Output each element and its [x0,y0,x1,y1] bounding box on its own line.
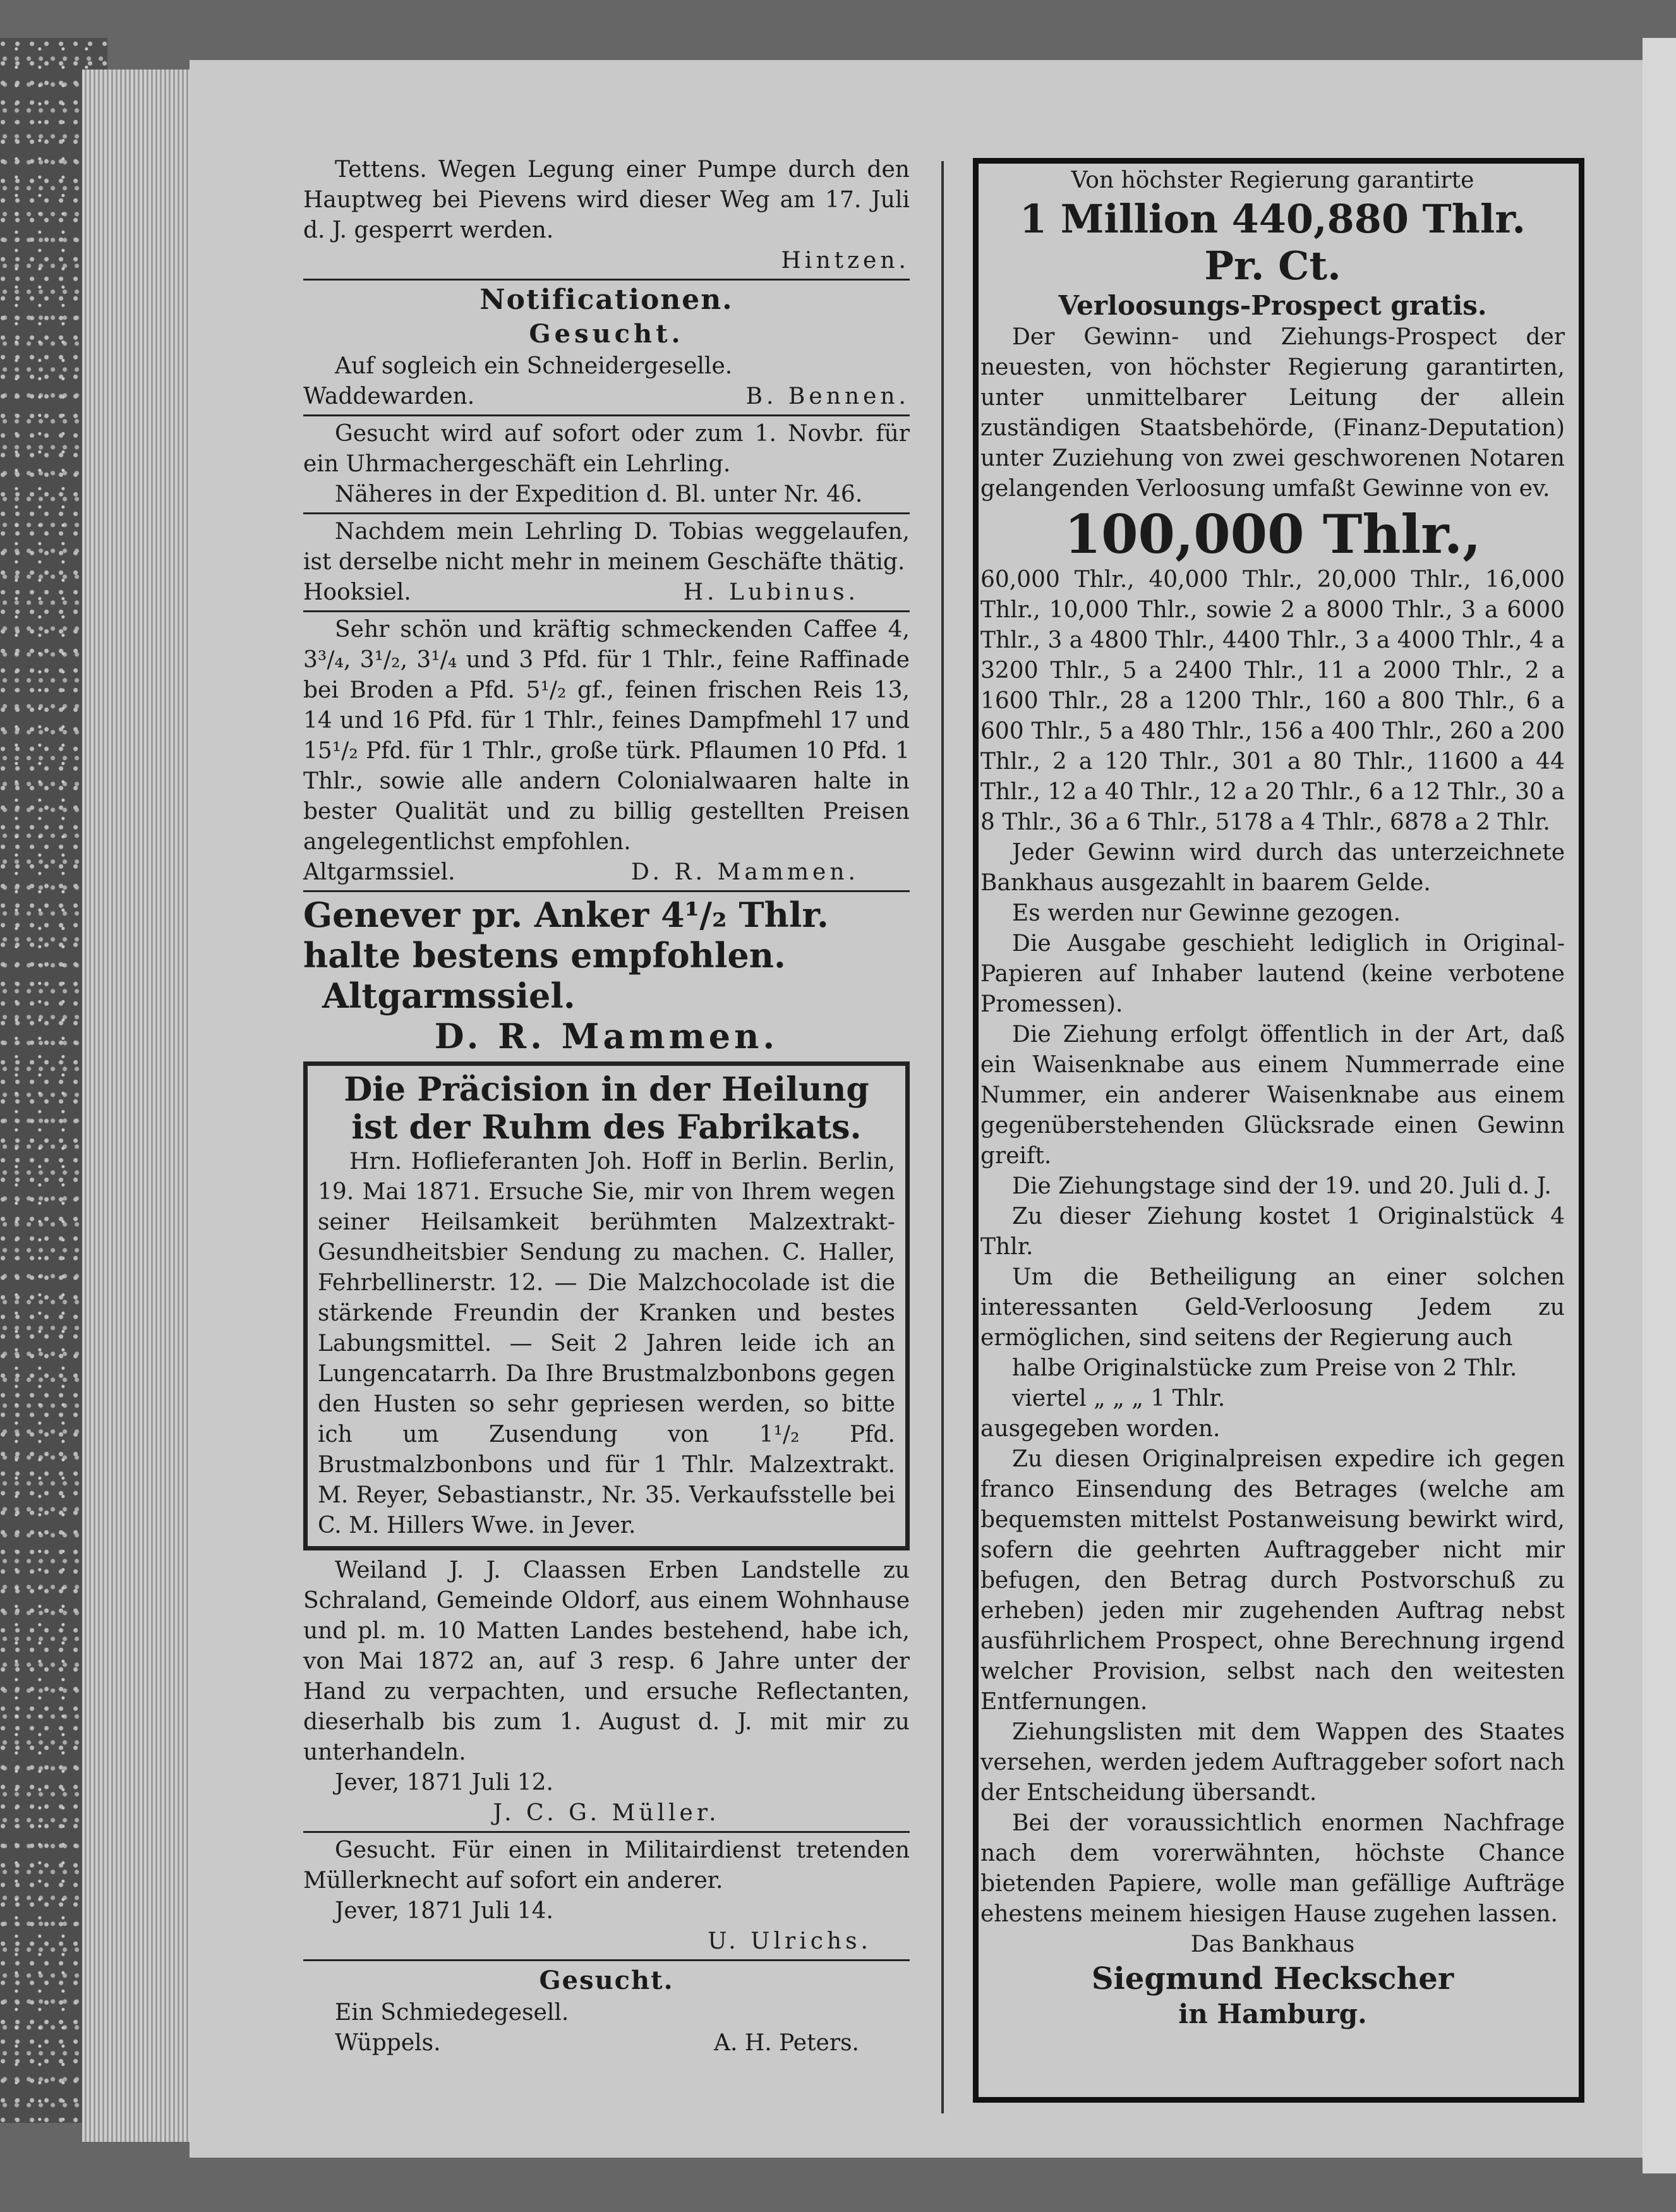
genever-signature: D. R. Mammen. [434,1016,779,1056]
lottery-bank-name: Siegmund Heckscher [1091,1961,1454,1997]
muellerknecht-date: Jever, 1871 Juli 14. [335,1898,553,1924]
schmied-text: Ein Schmiedegesell. [335,2000,569,2026]
lottery-halbe: halbe Originalstücke zum Preise von 2 Thlr. [1012,1355,1517,1381]
lehrling-text: Gesucht wird auf sofort oder zum 1. Novbr. für ein Uhrmachergeschäft ein Lehrling. [303,421,910,477]
divider [303,610,910,612]
notificationen-heading: Notificationen. [479,284,733,316]
place: Wüppels. [335,2030,441,2056]
divider [303,890,910,892]
schmied-heading: Gesucht. [539,1966,674,1995]
malzextrakt-title: Die Präcision in der Heilung ist der Ruhm des Fabrikats. [344,1070,869,1147]
schneider-text: Auf sogleich ein Schneidergeselle. [335,353,733,379]
lottery-bank-city: in Hamburg. [1178,1998,1367,2029]
schmied-signature-row [303,2028,910,2058]
lottery-paragraph: Um die Betheiligung an einer solchen interessanten Geld-Verloosung Jedem zu ermöglichen, sind seitens der Regierung auch [980,1264,1565,1351]
lottery-paragraph: Die Ziehung erfolgt öffentlich in der Art, daß ein Waisenknabe aus einem Nummerrade eine Nummer, ein anderer Waisenknabe aus einem gegenüberstehenden Glücksrade einen Gewinn greift. [980,1022,1565,1169]
tobias-text: Nachdem mein Lehrling D. Tobias weggelaufen, ist derselbe nicht mehr in meinem Geschäfte thätig. [303,519,910,575]
genever-line-2: halte bestens empfohlen. [303,935,786,976]
genever-line-1: Genever pr. Anker 4¹/₂ Thlr. [303,895,829,935]
place: Hooksiel. [303,579,411,605]
place: Altgarmssiel. [303,859,455,885]
lottery-title-currency: Pr. Ct. [1204,243,1341,289]
lottery-intro: Von höchster Regierung garantirte [1071,167,1474,193]
lottery-viertel: viertel „ „ „ 1 Thlr. [1012,1386,1226,1411]
lottery-paragraph: Es werden nur Gewinne gezogen. [1012,900,1401,926]
divider [303,1831,910,1833]
lottery-paragraph: Zu diesen Originalpreisen expedire ich gegen franco Einsendung des Betrages (welche am bequemsten mittelst Postanweisung bewirkt wird, sofern die geehrten Auftraggeber nicht mir befugen, den Betrag durch Postvorschuß zu erheben) jeden mir zugehenden Auftrag nebst ausführlichem Prospect, ohne Berechnung irgend welcher Provision, selbst nach den weitesten Entfernungen. [980,1446,1565,1715]
claassen-text: Weiland J. J. Claassen Erben Landstelle zu Schraland, Gemeinde Oldorf, aus einem Wohnhause und pl. m. 10 Matten Landes bestehend, habe ich, von Mai 1872 an, auf 3 resp. 6 Jahre unter der Hand zu verpachten, und ersuche Reflectanten, dieserhalb bis zum 1. August d. J. mit mir zu unterhandeln. [303,1557,910,1765]
lottery-prize-list: 60,000 Thlr., 40,000 Thlr., 20,000 Thlr., 16,000 Thlr., 10,000 Thlr., sowie 2 a 8000 Thlr., 3 a 6000 Thlr., 3 a 4800 Thlr., 4400 Thlr., 3 a 4000 Thlr., 4 a 3200 Thlr., 5 a 2400 Thlr., 11 a 2000 Thlr., 2 a 1600 Thlr., 28 a 1200 Thlr., 160 a 800 Thlr., 6 a 600 Thlr., 5 a 480 Thlr., 156 a 400 Thlr., 260 a 200 Thlr., 2 a 120 Thlr., 301 a 80 Thlr., 11600 a 44 Thlr., 12 a 40 Thlr., 12 a 20 Thlr., 6 a 12 Thlr., 30 a 8 Thlr., 36 a 6 Thlr., 5178 a 4 Thlr., 6878 a 2 Thlr. [980,567,1565,835]
signature: B. Bennen. [745,384,910,409]
facing-page-edge [1643,38,1676,2173]
schneider-signature-row [303,382,910,412]
lottery-title: 1 Million 440,880 Thlr. [1020,196,1526,242]
claassen-signature: J. C. G. Müller. [493,1800,720,1826]
caffee-signature-row [303,857,910,888]
genever-place: Altgarmssiel. [322,976,576,1016]
lottery-paragraph: Jeder Gewinn wird durch das unterzeichnete Bankhaus ausgezahlt in baarem Gelde. [980,840,1565,896]
signature: H. Lubinus. [683,579,859,605]
malzextrakt-ad [303,1061,910,1550]
lottery-ausgegeben: ausgegeben worden. [980,1416,1221,1442]
left-column [303,155,910,2058]
divider [303,279,910,281]
lottery-paragraph: Der Gewinn- und Ziehungs-Prospect der neuesten, von höchster Regierung garantirten, unter unmittelbarer Leitung der allein zuständigen Staatsbehörde, (Finanz-Deputation) unter Zuziehung von zwei geschworenen Notaren gelangenden Verloosung umfaßt Gewinne von ev. [980,324,1565,502]
divider [303,414,910,416]
lottery-subtitle: Verloosungs-Prospect gratis. [1058,290,1487,321]
malzextrakt-text: Hrn. Hoflieferanten Joh. Hoff in Berlin. Berlin, 19. Mai 1871. Ersuche Sie, mir von Ihrem wegen seiner Heilsamkeit berühmten Malzextrakt-Gesundheitsbier Sendung zu machen. C. Haller, Fehrbellinerstr. 12. — Die Malzchocolade ist die stärkende Freundin der Kranken und bestes Labungsmittel. — Seit 2 Jahren leide ich an Lungencatarrh. Da Ihre Brustmalzbonbons gegen den Husten so sehr gepriesen werden, so bitte ich um Zusendung von 1¹/₂ Pfd. Brustmalzbonbons und für 1 Thlr. Malzextrakt. M. Reyer, Sebastianstr., Nr. 35. Verkaufsstelle bei C. M. Hillers Wwe. in Jever. [318,1149,895,1538]
lottery-paragraph: Bei der voraussichtlich enormen Nachfrage nach dem vorerwähnten, höchste Chance bietenden Papiere, wolle man gefällige Aufträge ehestens meinem hiesigen Hause zugehen lassen. [980,1810,1565,1927]
lottery-paragraph: Ziehungslisten mit dem Wappen des Staates versehen, werden jedem Auftraggeber sofort nach der Entscheidung übersandt. [980,1719,1565,1806]
lottery-paragraph: Die Ausgabe geschieht lediglich in Original-Papieren auf Inhaber lautend (keine verbotene Promessen). [980,931,1565,1017]
caffee-text: Sehr schön und kräftig schmeckenden Caffee 4, 3³/₄, 3¹/₂, 3¹/₄ und 3 Pfd. für 1 Thlr., feine Raffinade bei Broden a Pfd. 5¹/₂ gf., feinen frischen Reis 13, 14 und 16 Pfd. für 1 Thlr., feines Dampfmehl 17 und 15¹/₂ Pfd. für 1 Thlr., große türk. Pflaumen 10 Pfd. 1 Thlr., sowie alle andern Colonialwaaren halte in bester Qualität und zu billig gestellten Preisen angelegentlichst empfohlen. [303,617,910,855]
claassen-date: Jever, 1871 Juli 12. [335,1770,553,1796]
column-divider [941,161,944,2113]
lottery-advertisement [980,166,1565,2031]
signature: D. R. Mammen. [631,859,859,885]
lehrling-info: Näheres in der Expedition d. Bl. unter Nr. 46. [335,481,863,507]
place: Waddewarden. [303,384,475,409]
lottery-paragraph: Die Ziehungstage sind der 19. und 20. Juli d. J. [1012,1173,1552,1199]
lottery-paragraph: Zu dieser Ziehung kostet 1 Originalstück 4 Thlr. [980,1204,1565,1260]
tobias-signature-row [303,577,910,608]
tettens-notice: Tettens. Wegen Legung einer Pumpe durch den Hauptweg bei Pievens wird dieser Weg am 17. Juli d. J. gesperrt werden. [303,157,910,243]
divider [303,512,910,514]
lottery-bankhaus: Das Bankhaus [1190,1931,1355,1957]
muellerknecht-text: Gesucht. Für einen in Militairdienst tretenden Müllerknecht auf sofort ein anderer. [303,1837,910,1894]
divider [303,1959,910,1961]
signature: A. H. Peters. [714,2030,859,2056]
lottery-main-prize: 100,000 Thlr., [1064,503,1481,565]
gesucht-heading: Gesucht. [529,319,684,349]
tettens-signature: Hintzen. [781,248,910,274]
muellerknecht-signature: U. Ulrichs. [708,1928,872,1954]
